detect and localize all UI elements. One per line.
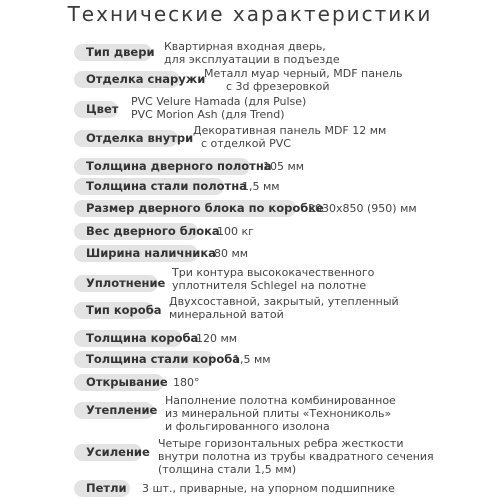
spec-value (165, 394, 396, 433)
spec-value (142, 482, 395, 495)
spec-value-line: 105 мм (263, 160, 305, 173)
spec-label: Отделка внутри (74, 130, 178, 147)
spec-value (308, 202, 417, 215)
spec-label: Вес дверного блока (74, 223, 198, 240)
spec-value-line: 120 мм (196, 332, 238, 345)
spec-value (131, 95, 306, 121)
spec-value-line: внутри полотна из трубы квадратного сечения (158, 450, 434, 463)
spec-value-line: Три контура высококачественного (172, 266, 375, 279)
spec-label: Толщина дверного полотна (74, 158, 250, 175)
spec-label: Размер дверного блока по коробке (74, 200, 296, 217)
spec-value-line: из минеральной плиты «Технониколь» (165, 407, 392, 420)
spec-value (193, 124, 386, 150)
spec-value-line: Квартирная входная дверь, (164, 40, 326, 53)
spec-label: Отделка снаружи (74, 71, 180, 88)
spec-value (263, 160, 304, 173)
spec-label: Открывание (74, 374, 164, 391)
spec-label: Уплотнение (74, 275, 158, 292)
spec-value (204, 67, 402, 93)
spec-value-line: для эксплуатации в подъезде (164, 53, 340, 66)
spec-value-line: минеральной ватой (169, 308, 284, 321)
spec-value-line: Металл муар черный, MDF панель (204, 67, 403, 80)
spec-value-line: 2030х850 (950) мм (308, 202, 417, 215)
spec-value-line: PVC Velure Hamada (для Pulse) (131, 95, 307, 108)
spec-value-line: 3 шт., приварные, на упорном подшипнике (142, 482, 395, 495)
spec-value-line: 1,5 мм (233, 353, 271, 366)
spec-label: Утепление (74, 402, 154, 419)
page-title: Технические характеристики (67, 2, 433, 26)
spec-value-line: 1,5 мм (242, 180, 280, 193)
spec-value-line: 100 кг (217, 225, 254, 238)
spec-value (172, 266, 374, 292)
spec-value-line: с 3d фрезеровкой (226, 80, 330, 93)
spec-value (158, 437, 434, 476)
spec-value (173, 376, 200, 389)
spec-value (164, 40, 340, 66)
spec-label: Тип двери (74, 44, 152, 61)
spec-value-line: 80 мм (214, 247, 249, 260)
spec-value-line: 180° (173, 376, 200, 389)
spec-value-line: Декоративная панель MDF 12 мм (193, 124, 387, 137)
spec-value-line: с отделкой PVC (201, 137, 291, 150)
spec-label: Цвет (74, 101, 118, 118)
spec-value (233, 353, 271, 366)
spec-value-line: Четыре горизонтальных ребра жесткости (158, 437, 404, 450)
spec-value (169, 295, 399, 321)
spec-value-line: PVC Morion Ash (для Trend) (131, 108, 285, 121)
spec-label: Толщина стали полотна (74, 178, 224, 195)
spec-value-line: Наполнение полотна комбинированное (165, 394, 396, 407)
spec-label: Тип короба (74, 302, 154, 319)
spec-value (217, 225, 254, 238)
spec-value (196, 332, 237, 345)
spec-label: Толщина короба (74, 330, 182, 347)
spec-label: Толщина стали короба (74, 351, 214, 368)
spec-value (242, 180, 280, 193)
spec-value-line: Двухсоставной, закрытый, утепленный (169, 295, 399, 308)
spec-label: Петли (74, 480, 130, 497)
spec-label: Усиление (74, 444, 142, 461)
spec-value-line: (толщина стали 1,5 мм) (158, 463, 297, 476)
spec-label: Ширина наличника (74, 245, 198, 262)
spec-value-line: и фольгированного изолона (165, 420, 330, 433)
spec-value (214, 247, 248, 260)
spec-value-line: уплотнителя Schlegel на полотне (172, 279, 367, 292)
